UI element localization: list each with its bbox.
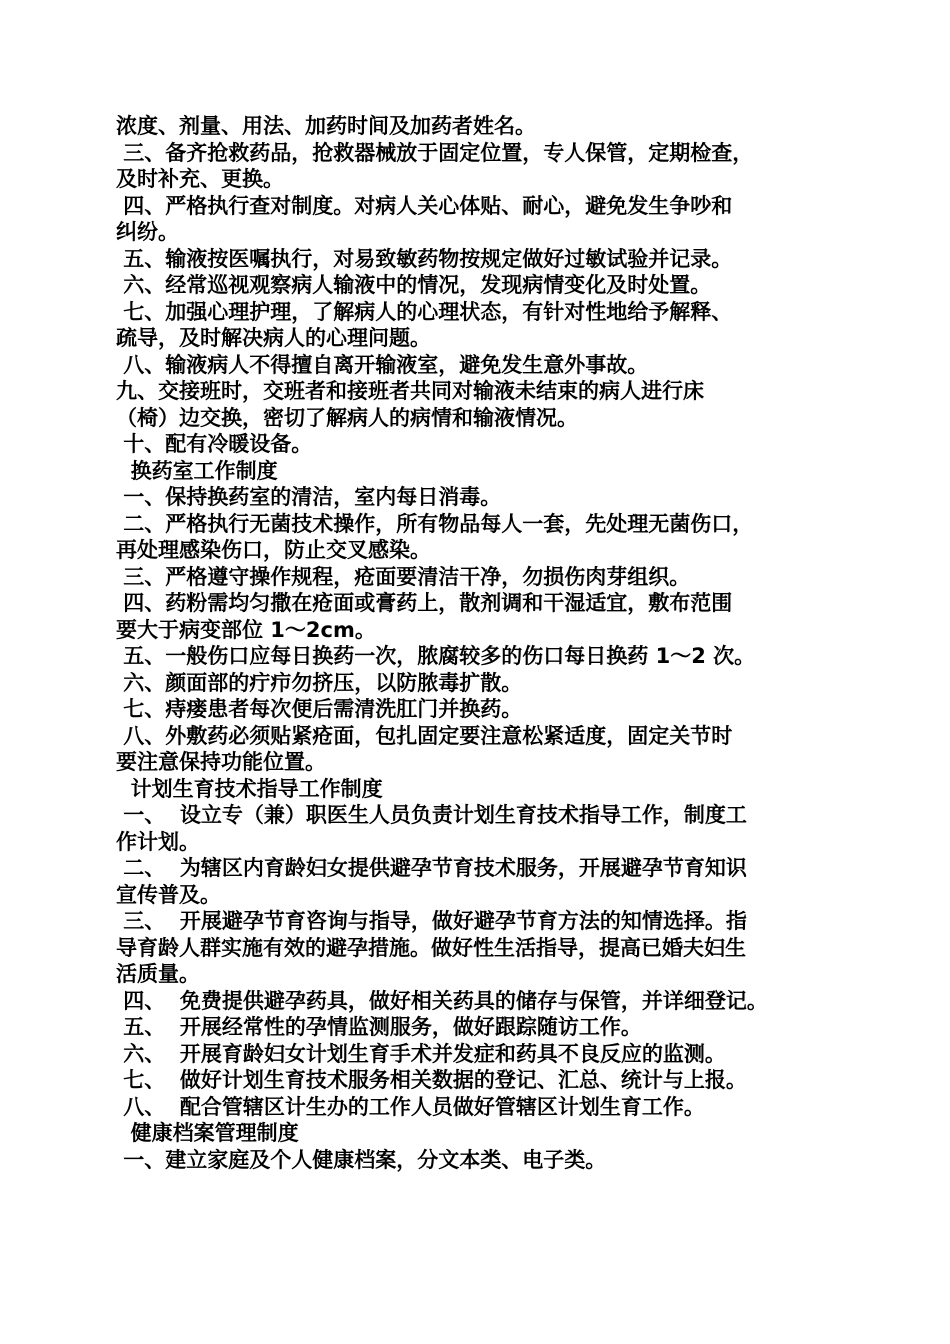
text-line: 活质量。: [116, 962, 200, 986]
text-line: 三、备齐抢救药品，抢救器械放于固定位置，专人保管，定期检查，: [116, 140, 754, 165]
text-line: 三、严格遵守操作规程，疮面要清洁干净，勿损伤肉芽组织。: [116, 564, 691, 589]
text-line: 三、 开展避孕节育咨询与指导，做好避孕节育方法的知情选择。指: [116, 909, 747, 933]
text-line: 七、加强心理护理，了解病人的心理状态，有针对性地给予解释、: [116, 299, 733, 324]
text-line: 二、 为辖区内育龄妇女提供避孕节育技术服务，开展避孕节育知识: [116, 856, 747, 880]
text-line: 二、严格执行无菌技术操作，所有物品每人一套，先处理无菌伤口，: [116, 511, 754, 536]
text-line: 六、经常巡视观察病人输液中的情况，发现病情变化及时处置。: [116, 273, 712, 297]
text-line: 七、痔瘘患者每次便后需清洗肛门并换药。: [116, 697, 523, 721]
text-line: 四、 免费提供避孕药具，做好相关药具的储存与保管，并详细登记。: [116, 988, 768, 1013]
text-line: 一、 设立专（兼）职医生人员负责计划生育技术指导工作，制度工: [116, 803, 747, 827]
text-line: 及时补充、更换。: [116, 167, 284, 191]
text-line: 五、一般伤口应每日换药一次，脓腐较多的伤口每日换药 1～2 次。: [116, 644, 756, 668]
text-line: 作计划。: [116, 829, 200, 854]
text-line: 导育龄人群实施有效的避孕措施。做好性生活指导，提高已婚夫妇生: [116, 935, 746, 960]
text-line: 六、 开展育龄妇女计划生育手术并发症和药具不良反应的监测。: [116, 1041, 726, 1066]
text-line: 再处理感染伤口，防止交叉感染。: [116, 538, 431, 562]
text-line: 八、输液病人不得擅自离开输液室，避免发生意外事故。: [116, 352, 649, 377]
text-line: 一、建立家庭及个人健康档案，分文本类、电子类。: [116, 1147, 607, 1172]
section-heading: 健康档案管理制度: [116, 1121, 299, 1145]
text-line: 八、外敷药必须贴紧疮面，包扎固定要注意松紧适度，固定关节时: [116, 723, 733, 748]
text-line: 纠纷。: [116, 220, 179, 244]
text-line: 要注意保持功能位置。: [116, 750, 326, 774]
text-line: 疏导，及时解决病人的心理问题。: [116, 326, 431, 350]
text-line: 四、药粉需均匀撒在疮面或膏药上，散剂调和干湿适宜，敷布范围: [116, 591, 733, 615]
text-line: 九、交接班时，交班者和接班者共同对输液未结束的病人进行床: [116, 379, 704, 403]
text-line: 宣传普及。: [116, 882, 221, 907]
text-line: 要大于病变部位 1～2cm。: [116, 617, 376, 642]
text-line: 十、配有冷暖设备。: [116, 432, 313, 456]
text-line: 六、颜面部的疔疖勿挤压，以防脓毒扩散。: [116, 670, 523, 695]
text-line: 八、 配合管辖区计生办的工作人员做好管辖区计划生育工作。: [116, 1094, 705, 1119]
text-line: 五、 开展经常性的孕情监测服务，做好跟踪随访工作。: [116, 1015, 642, 1039]
text-line: 四、严格执行查对制度。对病人关心体贴、耐心，避免发生争吵和: [116, 193, 733, 218]
text-line: 一、保持换药室的清洁，室内每日消毒。: [116, 485, 502, 509]
text-line: 五、输液按医嘱执行，对易致敏药物按规定做好过敏试验并记录。: [116, 246, 733, 271]
text-line: 浓度、剂量、用法、加药时间及加药者姓名。: [116, 114, 536, 138]
section-heading: 计划生育技术指导工作制度: [116, 776, 383, 801]
section-heading: 换药室工作制度: [116, 458, 278, 483]
text-line: （椅）边交换，密切了解病人的病情和输液情况。: [116, 405, 578, 430]
document-body: [116, 113, 846, 1173]
text-line: 七、 做好计划生育技术服务相关数据的登记、汇总、统计与上报。: [116, 1068, 747, 1092]
